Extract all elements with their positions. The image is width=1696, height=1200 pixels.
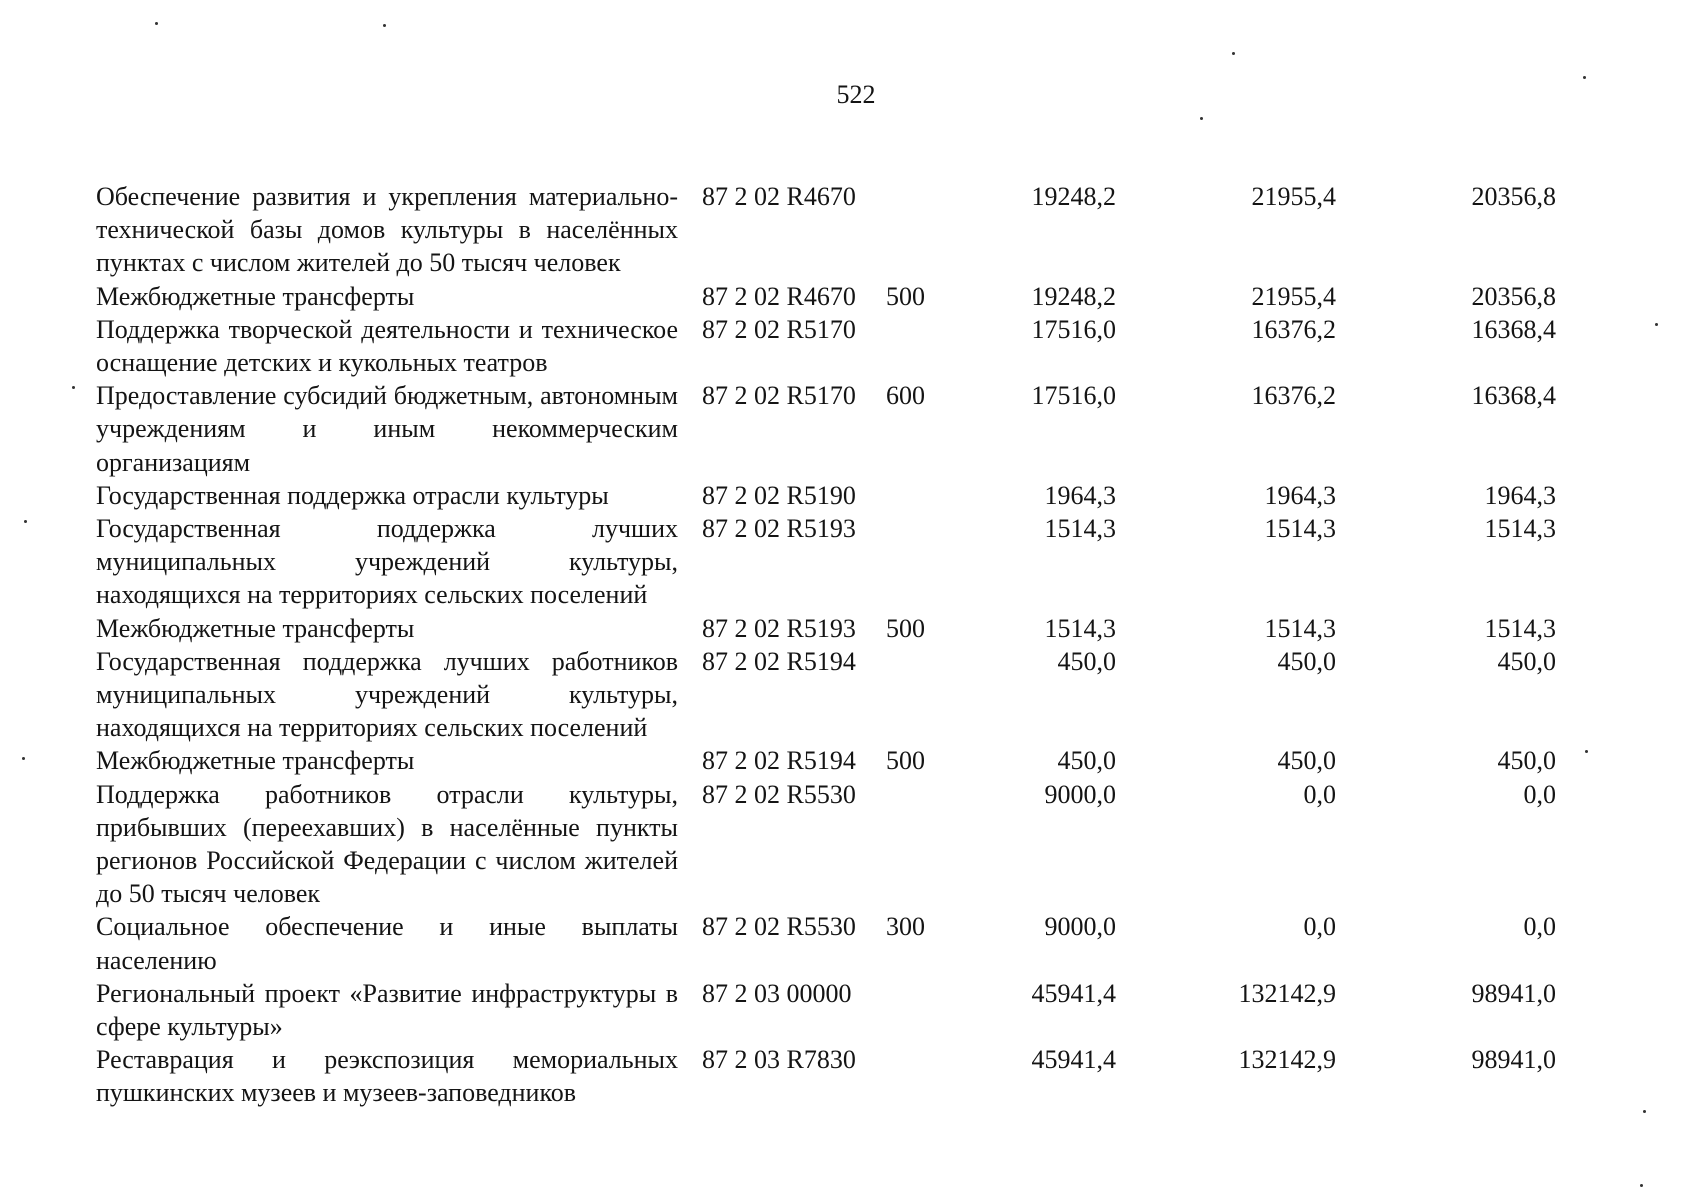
table-row [96, 778, 1596, 911]
amount-year-3: 1964,3 [1484, 480, 1556, 510]
item-code: 87 2 02 R5190 [702, 480, 856, 510]
expense-type: 300 [886, 912, 925, 942]
page-number-text: 522 [836, 80, 876, 109]
amount-year-3: 98941,0 [1471, 978, 1556, 1008]
amount-year-1: 1514,3 [1044, 613, 1116, 643]
scan-speck [22, 757, 25, 760]
amount-year-2: 16376,2 [1251, 314, 1336, 344]
item-name: Межбюджетные трансферты [96, 746, 415, 776]
scan-speck [1583, 76, 1586, 79]
item-name: Поддержка творческой деятельности и техническое оснащение детских и кукольных театров [96, 314, 678, 378]
table-row [96, 280, 1596, 313]
item-code: 87 2 02 R5193 [702, 514, 856, 544]
amount-year-2: 0,0 [1303, 779, 1336, 809]
expense-type: 500 [886, 613, 925, 643]
table-row [96, 910, 1596, 976]
item-code: 87 2 02 R5194 [702, 746, 856, 776]
item-name: Межбюджетные трансферты [96, 613, 415, 643]
table-row [96, 645, 1596, 745]
scan-speck [72, 386, 75, 389]
item-name: Государственная поддержка лучших работников муниципальных учреждений культуры, находящихся на территориях сельских поселений [96, 646, 678, 743]
scan-speck [1640, 1184, 1643, 1187]
scan-speck [155, 22, 158, 25]
item-code: 87 2 02 R4670 [702, 182, 856, 211]
table-row [96, 180, 1596, 280]
item-name: Предоставление субсидий бюджетным, автономным учреждениям и иным некоммерческим организациям [96, 381, 678, 477]
amount-year-1: 1964,3 [1044, 480, 1116, 510]
table-row [96, 512, 1596, 612]
item-code: 87 2 02 R5530 [702, 779, 856, 809]
table-row [96, 744, 1596, 777]
item-code: 87 2 03 00000 [702, 978, 852, 1008]
amount-year-3: 0,0 [1523, 779, 1556, 809]
item-name: Государственная поддержка отрасли культуры [96, 480, 609, 510]
table-row [96, 479, 1596, 512]
table-row [96, 1043, 1596, 1109]
amount-year-1: 19248,2 [1031, 281, 1116, 311]
amount-year-2: 0,0 [1303, 912, 1336, 942]
item-name: Поддержка работников отрасли культуры, прибывших (переехавших) в населённые пункты регионов Российской Федерации с числом жителей до 50 тысяч человек [96, 779, 678, 909]
amount-year-3: 20356,8 [1471, 281, 1556, 311]
expense-type: 500 [886, 746, 925, 776]
amount-year-2: 132142,9 [1238, 1045, 1336, 1075]
item-code: 87 2 02 R5193 [702, 613, 856, 643]
scan-speck [24, 520, 27, 523]
amount-year-1: 19248,2 [1031, 182, 1116, 211]
table-row [96, 977, 1596, 1043]
amount-year-3: 450,0 [1497, 646, 1556, 676]
item-name: Социальное обеспечение и иные выплаты населению [96, 912, 678, 975]
amount-year-2: 1514,3 [1264, 613, 1336, 643]
amount-year-1: 1514,3 [1044, 514, 1116, 544]
item-code: 87 2 02 R5530 [702, 912, 856, 942]
item-name: Обеспечение развития и укрепления материально-технической базы домов культуры в населённых пунктах с числом жителей до 50 тысяч человек [96, 182, 678, 278]
amount-year-2: 450,0 [1277, 646, 1336, 676]
amount-year-3: 450,0 [1497, 746, 1556, 776]
amount-year-3: 1514,3 [1484, 514, 1556, 544]
amount-year-2: 450,0 [1277, 746, 1336, 776]
item-code: 87 2 02 R5170 [702, 314, 856, 344]
scan-speck [1655, 323, 1658, 326]
amount-year-2: 16376,2 [1251, 381, 1336, 411]
item-name: Региональный проект «Развитие инфраструктуры в сфере культуры» [96, 978, 678, 1042]
amount-year-1: 9000,0 [1044, 779, 1116, 809]
item-name: Межбюджетные трансферты [96, 281, 415, 311]
amount-year-1: 45941,4 [1031, 1045, 1116, 1075]
item-code: 87 2 03 R7830 [702, 1045, 856, 1075]
amount-year-2: 21955,4 [1251, 281, 1336, 311]
scan-speck [1200, 117, 1203, 120]
amount-year-2: 21955,4 [1251, 182, 1336, 211]
page-number [0, 80, 1696, 110]
amount-year-3: 16368,4 [1471, 381, 1556, 411]
amount-year-1: 450,0 [1057, 646, 1116, 676]
scan-speck [1232, 52, 1235, 55]
expense-type: 600 [886, 381, 925, 411]
amount-year-1: 450,0 [1057, 746, 1116, 776]
scan-speck [1585, 750, 1588, 753]
amount-year-1: 45941,4 [1031, 978, 1116, 1008]
amount-year-3: 98941,0 [1471, 1045, 1556, 1075]
amount-year-1: 17516,0 [1031, 381, 1116, 411]
amount-year-1: 9000,0 [1044, 912, 1116, 942]
amount-year-3: 0,0 [1523, 912, 1556, 942]
amount-year-2: 1964,3 [1264, 480, 1336, 510]
amount-year-2: 1514,3 [1264, 514, 1336, 544]
budget-table [96, 180, 1596, 1110]
amount-year-3: 20356,8 [1471, 182, 1556, 211]
item-code: 87 2 02 R4670 [702, 281, 856, 311]
amount-year-1: 17516,0 [1031, 314, 1116, 344]
item-code: 87 2 02 R5194 [702, 646, 856, 676]
amount-year-3: 16368,4 [1471, 314, 1556, 344]
scan-speck [1643, 1110, 1646, 1113]
amount-year-2: 132142,9 [1238, 978, 1336, 1008]
table-row [96, 379, 1596, 479]
scan-speck [383, 24, 386, 27]
table-row [96, 313, 1596, 379]
expense-type: 500 [886, 281, 925, 311]
item-code: 87 2 02 R5170 [702, 381, 856, 411]
item-name: Реставрация и реэкспозиция мемориальных пушкинских музеев и музеев-заповедников [96, 1045, 678, 1108]
table-row [96, 612, 1596, 645]
amount-year-3: 1514,3 [1484, 613, 1556, 643]
item-name: Государственная поддержка лучших муниципальных учреждений культуры, находящихся на территориях сельских поселений [96, 514, 678, 610]
